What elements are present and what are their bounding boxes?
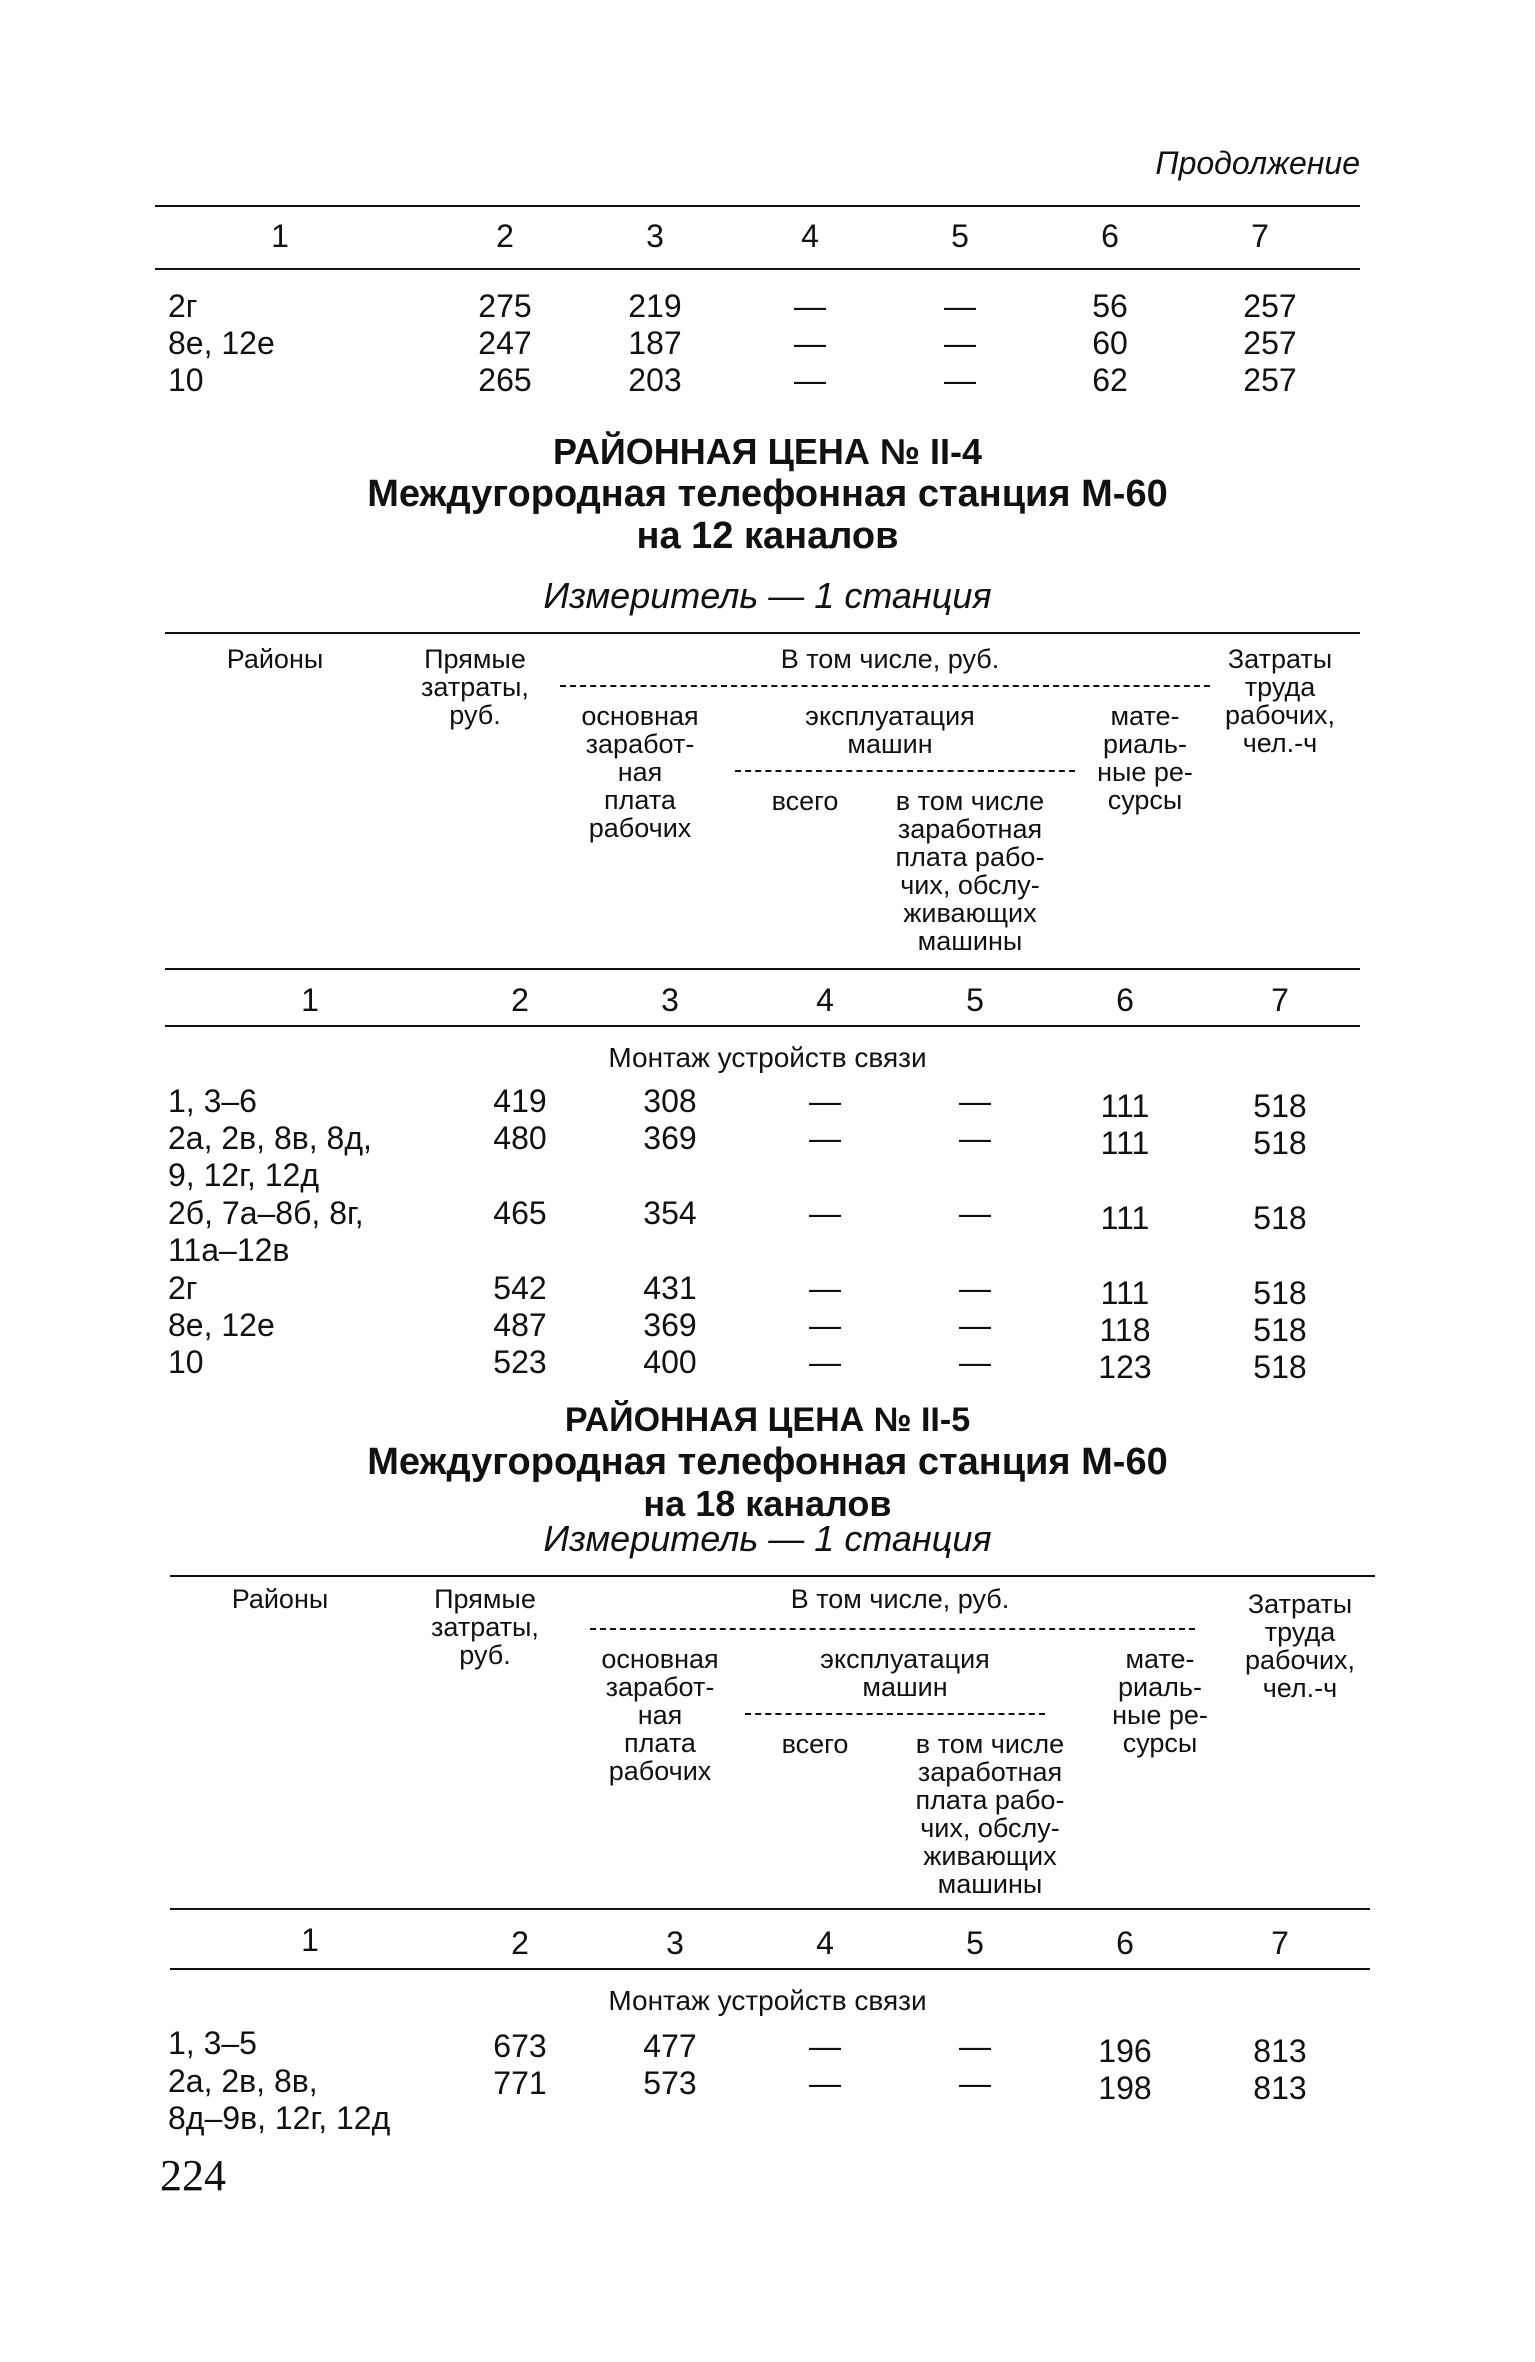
value-cell: — (809, 1120, 841, 1156)
value-cell: 257 (1243, 362, 1297, 398)
region-cell: 2г (168, 288, 198, 324)
value-cell: 518 (1253, 1125, 1307, 1161)
value-cell: — (944, 362, 976, 398)
value-cell: — (959, 2065, 991, 2101)
region-cell: 2а, 2в, 8в, 8д, 9, 12г, 12д (168, 1120, 372, 1193)
section1-title-channels: на 12 каналов (636, 515, 899, 557)
value-cell: 542 (493, 1270, 547, 1306)
s2-header-wage: основная заработ- ная плата рабочих (601, 1644, 719, 1786)
value-cell: 187 (628, 325, 682, 361)
section1-title-price: РАЙОННАЯ ЦЕНА № II-4 (552, 431, 983, 472)
value-cell: — (959, 1344, 991, 1380)
section2-title-price: РАЙОННАЯ ЦЕНА № II-5 (564, 1401, 971, 1439)
s2-section-label: Монтаж устройств связи (608, 1985, 927, 2016)
value-cell: 813 (1253, 2070, 1307, 2106)
s2-header-dashline (590, 1628, 1195, 1630)
s1-header-regions: Районы (226, 644, 324, 674)
col-number: 4 (816, 1925, 834, 1961)
section2-measure: Измеритель — 1 станция (543, 1518, 992, 1559)
value-cell: 62 (1092, 362, 1128, 398)
value-cell: — (809, 1344, 841, 1380)
value-cell: 257 (1243, 288, 1297, 324)
region-cell: 2б, 7а–8б, 8г, 11а–12в (168, 1195, 364, 1268)
s2-header-incl-wage: в том числе заработная плата рабо- чих, обслу- живающих машины (915, 1729, 1065, 1899)
value-cell: 123 (1098, 1349, 1152, 1385)
value-cell: 203 (628, 362, 682, 398)
region-cell: 1, 3–6 (168, 1083, 257, 1119)
value-cell: — (809, 2028, 841, 2064)
s2-rule-top (170, 1575, 1375, 1577)
col-number: 2 (496, 218, 514, 254)
value-cell: — (809, 2065, 841, 2101)
s2-header-total: всего (781, 1729, 849, 1759)
value-cell: — (944, 288, 976, 324)
value-cell: 60 (1092, 325, 1128, 361)
col-number: 3 (666, 1925, 684, 1961)
col-number: 4 (816, 982, 834, 1018)
col-number: 4 (801, 218, 819, 254)
value-cell: 523 (493, 1344, 547, 1380)
s1-rule-numbers-bottom (165, 1025, 1360, 1027)
value-cell: — (959, 1195, 991, 1231)
col-number: 5 (966, 1925, 984, 1961)
value-cell: — (794, 362, 826, 398)
value-cell: 465 (493, 1195, 547, 1231)
col-number: 1 (271, 218, 289, 254)
s2-rule-numbers-bottom (170, 1968, 1370, 1970)
value-cell: — (959, 2028, 991, 2064)
value-cell: 431 (643, 1270, 697, 1306)
value-cell: 111 (1100, 1088, 1150, 1124)
s2-rule-header-bottom (170, 1908, 1370, 1910)
value-cell: 518 (1253, 1275, 1307, 1311)
section1-measure: Измеритель — 1 станция (543, 575, 992, 616)
value-cell: — (794, 288, 826, 324)
value-cell: — (959, 1120, 991, 1156)
col-number: 5 (966, 982, 984, 1018)
value-cell: 477 (643, 2028, 697, 2064)
value-cell: — (959, 1270, 991, 1306)
s2-header-machines: эксплуатация машин (820, 1644, 990, 1702)
value-cell: 369 (643, 1120, 697, 1156)
value-cell: — (809, 1083, 841, 1119)
s1-section-label: Монтаж устройств связи (608, 1042, 927, 1073)
value-cell: 518 (1253, 1349, 1307, 1385)
value-cell: 198 (1098, 2070, 1152, 2106)
value-cell: 480 (493, 1120, 547, 1156)
s2-header-direct: Прямые затраты, руб. (431, 1584, 539, 1670)
value-cell: — (809, 1307, 841, 1343)
section2-title-channels: на 18 каналов (643, 1483, 892, 1524)
s2-header-dashline-machines (745, 1713, 1045, 1715)
value-cell: 673 (493, 2028, 547, 2064)
s1-header-total: всего (771, 786, 839, 816)
value-cell: 369 (643, 1307, 697, 1343)
section2-title-name: Междугородная телефонная станция М-60 (367, 1441, 1168, 1483)
value-cell: 771 (493, 2065, 547, 2101)
value-cell: 518 (1253, 1200, 1307, 1236)
section1-title-name: Междугородная телефонная станция М-60 (367, 473, 1168, 515)
page-number: 224 (160, 2151, 226, 2200)
value-cell: 111 (1100, 1275, 1150, 1311)
top-table-rule-top (155, 205, 1360, 207)
value-cell: 308 (643, 1083, 697, 1119)
value-cell: 196 (1098, 2033, 1152, 2069)
col-number: 2 (511, 1925, 529, 1961)
value-cell: — (959, 1307, 991, 1343)
col-number: 3 (661, 982, 679, 1018)
value-cell: — (959, 1083, 991, 1119)
value-cell: 111 (1100, 1125, 1150, 1161)
region-cell: 10 (168, 362, 204, 398)
value-cell: 419 (493, 1083, 547, 1119)
s1-header-direct: Прямые затраты, руб. (421, 644, 529, 730)
s2-header-materials: мате- риаль- ные ре- сурсы (1112, 1644, 1208, 1758)
value-cell: 247 (478, 325, 532, 361)
region-cell: 8е, 12е (168, 325, 275, 361)
value-cell: 56 (1092, 288, 1128, 324)
value-cell: 118 (1099, 1312, 1151, 1348)
region-cell: 10 (168, 1344, 204, 1380)
col-number: 5 (951, 218, 969, 254)
col-number: 1 (301, 982, 319, 1018)
value-cell: 354 (643, 1195, 697, 1231)
col-number: 6 (1101, 218, 1119, 254)
value-cell: — (794, 325, 826, 361)
s1-rule-top (165, 632, 1360, 634)
value-cell: 275 (478, 288, 532, 324)
s1-header-materials: мате- риаль- ные ре- сурсы (1097, 701, 1193, 815)
continuation-label: Продолжение (1155, 145, 1360, 181)
col-number: 2 (511, 982, 529, 1018)
s1-header-labor: Затраты труда рабочих, чел.-ч (1224, 644, 1336, 758)
s1-header-dashline (560, 685, 1210, 687)
col-number: 7 (1271, 1925, 1289, 1961)
region-cell: 8е, 12е (168, 1307, 275, 1343)
value-cell: — (809, 1270, 841, 1306)
value-cell: 219 (628, 288, 682, 324)
value-cell: 813 (1253, 2033, 1307, 2069)
col-number: 7 (1251, 218, 1269, 254)
col-number: 7 (1271, 982, 1289, 1018)
col-number: 6 (1116, 982, 1134, 1018)
region-cell: 2а, 2в, 8в, 8д–9в, 12г, 12д (168, 2063, 391, 2136)
s1-header-including: В том числе, руб. (780, 644, 1000, 674)
value-cell: — (809, 1195, 841, 1231)
value-cell: — (944, 325, 976, 361)
s2-header-regions: Районы (231, 1584, 329, 1614)
top-table-rule-mid (155, 268, 1360, 270)
value-cell: 487 (493, 1307, 547, 1343)
value-cell: 518 (1253, 1312, 1307, 1348)
col-number: 3 (646, 218, 664, 254)
s1-header-wage: основная заработ- ная плата рабочих (581, 701, 699, 843)
value-cell: 265 (478, 362, 532, 398)
col-number: 1 (301, 1922, 319, 1958)
value-cell: 518 (1253, 1088, 1307, 1124)
s2-header-including: В том числе, руб. (790, 1584, 1010, 1614)
s1-rule-header-bottom (165, 968, 1360, 970)
col-number: 6 (1116, 1925, 1134, 1961)
region-cell: 1, 3–5 (168, 2025, 257, 2061)
value-cell: 111 (1100, 1200, 1150, 1236)
value-cell: 257 (1243, 325, 1297, 361)
s1-header-dashline-machines (735, 770, 1075, 772)
s1-header-incl-wage: в том числе заработная плата рабо- чих, обслу- живающих машины (895, 786, 1045, 956)
value-cell: 573 (643, 2065, 697, 2101)
s2-header-labor: Затраты труда рабочих, чел.-ч (1244, 1589, 1356, 1703)
s1-header-machines: эксплуатация машин (805, 701, 975, 759)
value-cell: 400 (643, 1344, 697, 1380)
region-cell: 2г (168, 1270, 198, 1306)
